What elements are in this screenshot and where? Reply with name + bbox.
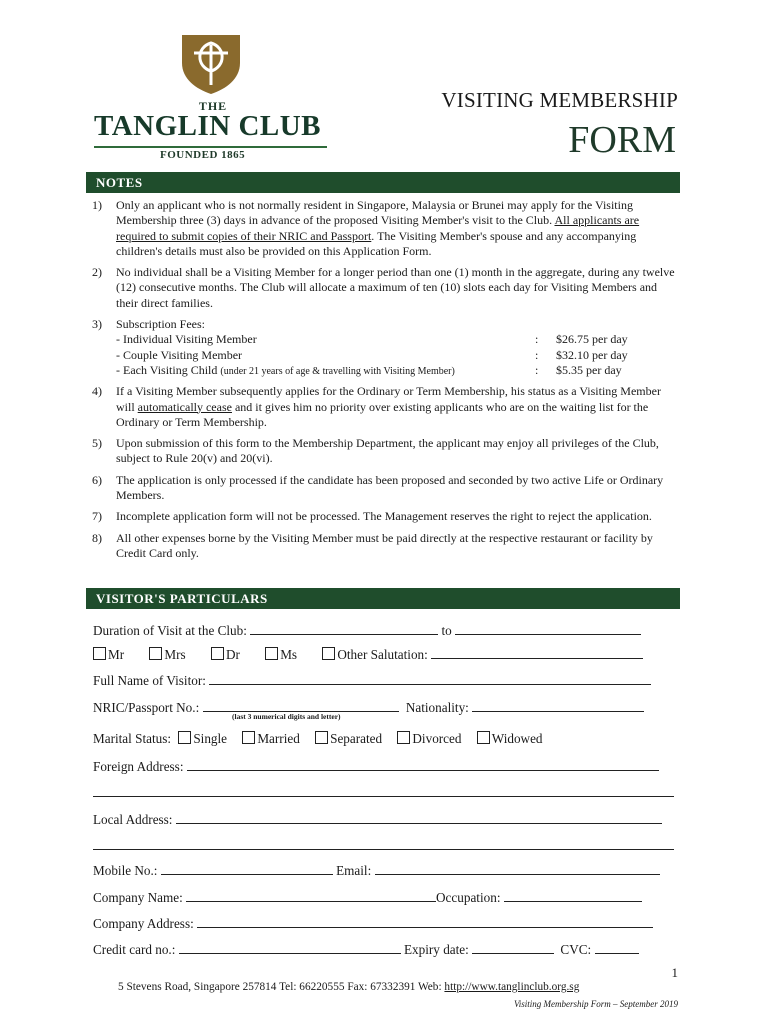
- salutation-mr-checkbox[interactable]: [93, 647, 106, 660]
- salutation-ms-label: Ms: [280, 647, 298, 662]
- marital-single-checkbox[interactable]: [178, 731, 191, 744]
- salutation-other-label: Other Salutation:: [337, 647, 428, 662]
- marital-divorced-label: Divorced: [412, 731, 462, 746]
- nationality-label: Nationality:: [405, 700, 469, 715]
- salutation-mrs-checkbox[interactable]: [149, 647, 162, 660]
- salutation-mrs-label: Mrs: [164, 647, 186, 662]
- marital-widowed-checkbox[interactable]: [477, 731, 490, 744]
- footer-contact: [118, 981, 579, 993]
- credit-card-field[interactable]: [179, 941, 401, 954]
- marital-divorced-checkbox[interactable]: [397, 731, 410, 744]
- tanglin-club-shield-logo: [180, 33, 242, 95]
- local-address-label: Local Address:: [93, 812, 173, 827]
- note-text: Subscription Fees:: [116, 317, 205, 332]
- marital-married-label: Married: [257, 731, 300, 746]
- nric-field[interactable]: [203, 699, 399, 712]
- credit-card-label: Credit card no.:: [93, 942, 176, 957]
- other-salutation-field[interactable]: [431, 646, 643, 659]
- notes-heading: NOTES: [86, 172, 680, 193]
- duration-to-label: to: [441, 623, 452, 638]
- company-name-field[interactable]: [186, 889, 436, 902]
- company-address-label: Company Address:: [93, 916, 194, 931]
- nric-hint: (last 3 numerical digits and letter): [232, 712, 341, 721]
- fee-colon: :: [535, 362, 539, 377]
- note-number: 2): [92, 265, 102, 280]
- fee-amount: $26.75 per day: [556, 332, 628, 347]
- duration-row: [93, 622, 641, 639]
- email-label: Email:: [336, 863, 372, 878]
- fee-row: [116, 348, 682, 363]
- note-item: [92, 509, 682, 524]
- note-number: 6): [92, 472, 102, 487]
- note-text: Only an applicant who is not normally resident in Singapore, Malaysia or Brunei may apply for the Visiting Membership three (3) days in advance of the proposed Visiting Member's visit to the Club.: [116, 198, 633, 228]
- note-underlined-text: All applicants are required to submit copies of their NRIC and Passport: [116, 213, 640, 243]
- logo-club-name: TANGLIN CLUB: [94, 110, 322, 142]
- footer-form-version: Visiting Membership Form – September 2019: [513, 999, 678, 1009]
- full-name-label: Full Name of Visitor:: [93, 673, 206, 688]
- note-item: [92, 436, 682, 467]
- fee-label: - Each Visiting Child (under 21 years of age & travelling with Visiting Member): [116, 362, 455, 377]
- foreign-address-row: [93, 758, 659, 775]
- note-number: 5): [92, 436, 102, 451]
- marital-status-row: [93, 731, 543, 747]
- logo-founded-text: FOUNDED 1865: [160, 149, 246, 161]
- fee-colon: :: [535, 347, 539, 362]
- duration-from-field[interactable]: [250, 622, 438, 635]
- note-item: [92, 265, 682, 311]
- logo-the-text: THE: [198, 99, 228, 113]
- note-text: Upon submission of this form to the Membership Department, the applicant may enjoy all privileges of the Club, subject to Rule 20(v) and 20(vi).: [116, 436, 659, 466]
- note-text: . The Visiting Member's spouse and any accompanying children's details must also be provided on this Application Form.: [116, 228, 637, 258]
- marital-married-checkbox[interactable]: [242, 731, 255, 744]
- note-text: The application is only processed if the candidate has been proposed and seconded by two active Life or Ordinary Members.: [116, 472, 664, 503]
- email-field[interactable]: [375, 862, 660, 875]
- cvc-label: CVC:: [560, 942, 592, 957]
- fee-amount: $32.10 per day: [556, 347, 628, 362]
- note-text: and it gives him no priority over existing applicants who are on the waiting list for the Ordinary or Term Membership.: [116, 399, 649, 429]
- note-number: 8): [92, 530, 102, 545]
- note-item: [92, 384, 682, 430]
- fee-row: [116, 363, 682, 378]
- marital-widowed-label: Widowed: [491, 731, 543, 746]
- full-name-row: [93, 672, 651, 689]
- salutation-dr-checkbox[interactable]: [211, 647, 224, 660]
- local-address-row: [93, 811, 662, 828]
- expiry-date-field[interactable]: [472, 941, 554, 954]
- nationality-field[interactable]: [472, 699, 644, 712]
- company-name-label: Company Name:: [93, 890, 183, 905]
- logo-divider: [94, 146, 327, 148]
- nric-label: NRIC/Passport No.:: [93, 700, 200, 715]
- mobile-field[interactable]: [161, 862, 333, 875]
- salutation-dr-label: Dr: [225, 647, 240, 662]
- fee-colon: :: [535, 332, 539, 347]
- note-underlined-text: automatically cease: [137, 399, 232, 414]
- form-title-line2: FORM: [568, 119, 676, 161]
- note-item: [92, 198, 682, 259]
- page-number: 1: [671, 965, 678, 980]
- footer-address-text: 5 Stevens Road, Singapore 257814 Tel: 66220555 Fax: 67332391 Web:: [118, 981, 445, 993]
- company-address-row: [93, 915, 653, 932]
- foreign-address-field[interactable]: [187, 758, 659, 771]
- mobile-label: Mobile No.:: [93, 863, 158, 878]
- duration-to-field[interactable]: [455, 622, 641, 635]
- company-address-field[interactable]: [197, 915, 653, 928]
- expiry-date-label: Expiry date:: [404, 942, 469, 957]
- note-item: [92, 531, 682, 562]
- fee-amount: $5.35 per day: [556, 362, 622, 377]
- note-item: [92, 473, 682, 504]
- note-text: No individual shall be a Visiting Member for a longer period than one (1) month in the aggregate, during any twelve (12) consecutive months. The Club will allocate a maximum of ten (10) slots each day for Visiting Members and their direct families.: [116, 265, 675, 310]
- marital-single-label: Single: [193, 731, 228, 746]
- salutation-other-checkbox[interactable]: [322, 647, 335, 660]
- note-number: 1): [92, 198, 102, 212]
- fee-label: - Individual Visiting Member: [116, 332, 257, 347]
- nric-row: [93, 699, 644, 716]
- note-text: Incomplete application form will not be processed. The Management reserves the right to reject the application.: [116, 509, 652, 524]
- cvc-field[interactable]: [595, 941, 639, 954]
- note-item: [92, 317, 682, 378]
- local-address-line-2[interactable]: [93, 849, 674, 850]
- marital-status-label: Marital Status:: [93, 731, 172, 746]
- salutation-ms-checkbox[interactable]: [265, 647, 278, 660]
- note-number: 7): [92, 509, 102, 524]
- duration-label: Duration of Visit at the Club:: [93, 623, 247, 638]
- foreign-address-line-2[interactable]: [93, 796, 674, 797]
- fee-label: - Couple Visiting Member: [116, 347, 243, 362]
- credit-card-row: [93, 941, 639, 958]
- salutation-mr-label: Mr: [108, 647, 125, 662]
- marital-separated-checkbox[interactable]: [315, 731, 328, 744]
- salutation-row: [93, 646, 643, 663]
- form-title-line1: VISITING MEMBERSHIP: [441, 88, 678, 112]
- footer-website-link[interactable]: http://www.tanglinclub.org.sg: [444, 981, 580, 993]
- fee-row: [116, 332, 682, 347]
- local-address-field[interactable]: [176, 811, 662, 824]
- note-number: 4): [92, 384, 102, 399]
- note-text: If a Visiting Member subsequently applies for the Ordinary or Term Membership, his status as a Visiting Member will: [116, 384, 661, 414]
- occupation-field[interactable]: [504, 889, 642, 902]
- marital-separated-label: Separated: [330, 731, 383, 746]
- note-number: 3): [92, 317, 102, 332]
- company-occupation-row: [93, 889, 642, 906]
- full-name-field[interactable]: [209, 672, 651, 685]
- visitors-particulars-heading: VISITOR'S PARTICULARS: [86, 588, 680, 609]
- mobile-email-row: [93, 862, 660, 879]
- foreign-address-label: Foreign Address:: [93, 759, 184, 774]
- notes-list: [92, 198, 682, 567]
- occupation-label: Occupation:: [436, 890, 501, 905]
- note-text: All other expenses borne by the Visiting Member must be paid directly at the respective restaurant or facility by Credit Card only.: [116, 530, 653, 560]
